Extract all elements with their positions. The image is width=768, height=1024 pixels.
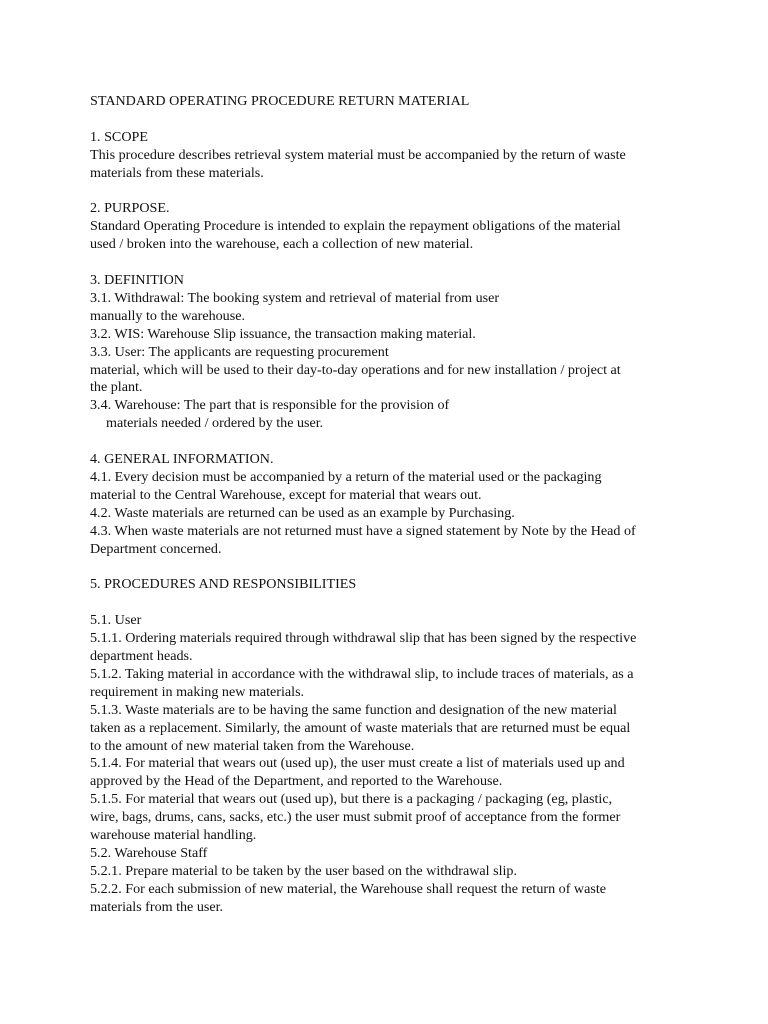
paragraph-line: 5.1. User (90, 612, 142, 629)
paragraph-line: 5.1.4. For material that wears out (used up), the user must create a list of materials used up and (90, 755, 625, 772)
section-purpose (90, 200, 690, 254)
paragraph-line: 3.4. Warehouse: The part that is responsible for the provision of (90, 397, 450, 414)
spacer (90, 559, 690, 577)
paragraph-line: department heads. (90, 648, 193, 664)
paragraph-line: material to the Central Warehouse, except for material that wears out. (90, 486, 482, 503)
paragraph-line: approved by the Head of the Department, and reported to the Warehouse. (90, 773, 503, 790)
section-heading: 4. GENERAL INFORMATION. (90, 451, 274, 468)
paragraph-line: 3.1. Withdrawal: The booking system and retrieval of material from user (90, 289, 500, 306)
paragraph-line: wire, bags, drums, cans, sacks, etc.) the user must submit proof of acceptance from the former (90, 809, 621, 826)
section-heading: 2. PURPOSE. (90, 200, 170, 217)
paragraph-line: 5.2.1. Prepare material to be taken by the user based on the withdrawal slip. (90, 862, 517, 879)
paragraph-line: manually to the warehouse. (90, 307, 245, 324)
section-definition (90, 272, 690, 433)
paragraph-line: material, which will be used to their day-to-day operations and for new installation / project at (90, 361, 621, 378)
paragraph-line: 3.3. User: The applicants are requesting procurement (90, 343, 389, 360)
paragraph-line: the plant. (90, 379, 143, 396)
paragraph-line: 4.2. Waste materials are returned can be used as an example by Purchasing. (90, 504, 515, 521)
paragraph-line: This procedure describes retrieval system material must be accompanied by the return of waste (90, 146, 626, 163)
paragraph-line: 5.1.2. Taking material in accordance with the withdrawal slip, to include traces of materials, as a (90, 665, 634, 682)
paragraph-line: 5.1.3. Waste materials are to be having the same function and designation of the new material (90, 701, 617, 718)
paragraph-line: materials from the user. (90, 898, 224, 915)
paragraph-line: 5.1.5. For material that wears out (used up), but there is a packaging / packaging (eg, plastic, (90, 791, 613, 808)
spacer (90, 254, 690, 272)
paragraph-line: materials needed / ordered by the user. (106, 415, 324, 432)
spacer (90, 111, 690, 129)
section-heading: 5. PROCEDURES AND RESPONSIBILITIES (90, 576, 357, 593)
paragraph-line: 5.2.2. For each submission of new material, the Warehouse shall request the return of waste (90, 880, 607, 897)
paragraph-line: materials from these materials. (90, 164, 264, 181)
paragraph-line: 5.1.1. Ordering materials required through withdrawal slip that has been signed by the respective (90, 630, 637, 647)
paragraph-line: 4.1. Every decision must be accompanied by a return of the material used or the packaging (90, 468, 602, 485)
paragraph-line: 3.2. WIS: Warehouse Slip issuance, the transaction making material. (90, 325, 476, 342)
spacer (90, 433, 690, 451)
document-title: STANDARD OPERATING PROCEDURE RETURN MATERIAL (90, 93, 470, 109)
paragraph-line: warehouse material handling. (90, 827, 257, 844)
spacer (90, 594, 690, 612)
paragraph-line: to the amount of new material taken from the Warehouse. (90, 737, 415, 754)
section-heading: 1. SCOPE (90, 128, 148, 145)
section-scope (90, 129, 690, 183)
document-page (90, 93, 690, 917)
paragraph-line: Department concerned. (90, 540, 222, 557)
paragraph-line: 4.3. When waste materials are not returned must have a signed statement by Note by the Head of (90, 522, 636, 539)
paragraph-line: taken as a replacement. Similarly, the amount of waste materials that are returned must be equal (90, 719, 631, 736)
spacer (90, 183, 690, 201)
section-heading: 3. DEFINITION (90, 272, 184, 289)
paragraph-line: used / broken into the warehouse, each a collection of new material. (90, 236, 474, 253)
section-general-information (90, 451, 690, 558)
paragraph-line: 5.2. Warehouse Staff (90, 844, 208, 861)
section-procedures (90, 576, 690, 916)
paragraph-line: requirement in making new materials. (90, 683, 305, 700)
paragraph-line: Standard Operating Procedure is intended to explain the repayment obligations of the material (90, 218, 621, 235)
